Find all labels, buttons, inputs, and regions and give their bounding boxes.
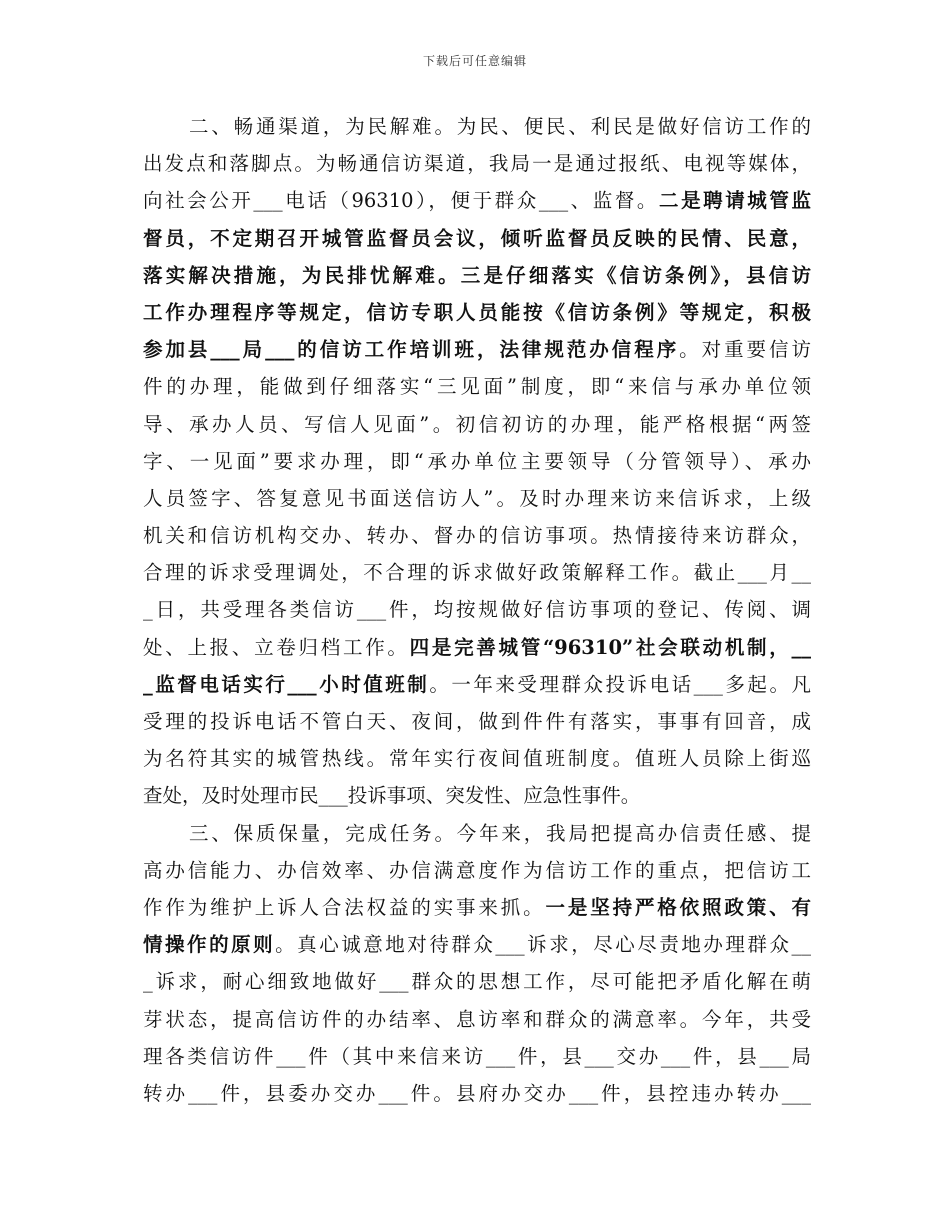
text-line xyxy=(143,852,811,889)
text-segment: 。真心诚意地对待群众___诉求，尽心尽责地办理群众__ xyxy=(275,933,811,957)
bold-text-segment: 督员，不定期召开城管监督员会议，倾听监督员反映的民情、民意， xyxy=(143,226,811,250)
text-line xyxy=(143,629,811,666)
text-segment: 查处，及时处理市民___投诉事项、突发性、应急性事件。 xyxy=(143,784,641,808)
text-line xyxy=(143,406,811,443)
text-line xyxy=(143,517,811,554)
bold-text-segment: 一是坚持严格依照政策、有 xyxy=(545,895,811,919)
text-segment: 芽状态，提高信访件的办结率、息访率和群众的满意率。今年，共受 xyxy=(143,1007,811,1031)
text-line xyxy=(143,182,811,219)
text-line xyxy=(143,815,811,852)
text-segment: 机关和信访机构交办、转办、督办的信访事项。热情接待来访群众， xyxy=(143,524,811,548)
text-line xyxy=(143,331,811,368)
text-line xyxy=(143,703,811,740)
text-line xyxy=(143,554,811,591)
text-segment: 为名符其实的城管热线。常年实行夜间值班制度。值班人员除上街巡 xyxy=(143,747,811,771)
text-line xyxy=(143,926,811,963)
text-line xyxy=(143,220,811,257)
bold-text-segment: 落实解决措施，为民排忧解难。三是仔细落实《信访条例》，县信访 xyxy=(143,263,811,287)
text-segment: 理各类信访件___件（其中来信来访___件，县___交办___件，县___局 xyxy=(143,1044,811,1068)
text-segment: 三、保质保量，完成任务。今年来，我局把提高办信责任感、提 xyxy=(189,821,811,845)
text-line xyxy=(143,108,811,145)
text-segment: 二、畅通渠道，为民解难。为民、便民、利民是做好信访工作的 xyxy=(189,115,811,138)
text-line xyxy=(143,443,811,480)
bold-text-segment: _监督电话实行___小时值班制 xyxy=(143,672,430,696)
bold-text-segment: 工作办理程序等规定，信访专职人员能按《信访条例》等规定，积极 xyxy=(143,300,811,324)
bold-text-segment: 情操作的原则 xyxy=(143,933,276,957)
text-segment: 。对重要信访 xyxy=(679,338,811,362)
text-line xyxy=(143,145,811,182)
text-segment: 字、一见面”要求办理，即“承办单位主要领导（分管领导）、承办 xyxy=(143,449,811,473)
text-line xyxy=(143,257,811,294)
text-line xyxy=(143,740,811,777)
text-segment: 处、上报、立卷归档工作。 xyxy=(143,635,410,659)
text-segment: 合理的诉求受理调处，不合理的诉求做好政策解释工作。截止___月__ xyxy=(143,561,811,585)
text-line xyxy=(143,889,811,926)
text-line xyxy=(143,1001,811,1038)
text-line xyxy=(143,963,811,1000)
text-line xyxy=(143,368,811,405)
text-line xyxy=(143,294,811,331)
text-segment: 高办信能力、办信效率、办信满意度作为信访工作的重点，把信访工 xyxy=(143,858,811,882)
document-body xyxy=(143,108,811,1112)
text-segment: 作作为维护上诉人合法权益的实事来抓。 xyxy=(143,895,546,919)
text-line xyxy=(143,591,811,628)
text-segment: 受理的投诉电话不管白天、夜间，做到件件有落实，事事有回音，成 xyxy=(143,710,811,733)
text-line xyxy=(143,777,811,814)
text-segment: 转办___件，县委办交办___件。县府办交办___件，县控违办转办___ xyxy=(143,1081,811,1105)
bold-text-segment: 四是完善城管“96310”社会联动机制，__ xyxy=(409,635,811,659)
text-segment: _日，共受理各类信访___件，均按规做好信访事项的登记、传阅、调 xyxy=(143,598,811,622)
text-line xyxy=(143,1038,811,1075)
text-line xyxy=(143,480,811,517)
text-segment: 件的办理，能做到仔细落实“三见面”制度，即“来信与承办单位领 xyxy=(143,375,811,399)
text-segment: 向社会公开___电话（96310），便于群众___、监督。 xyxy=(143,189,659,213)
text-segment: 人员签字、答复意见书面送信访人”。及时办理来访来信诉求，上级 xyxy=(143,486,811,510)
text-line xyxy=(143,666,811,703)
text-segment: 导、承办人员、写信人见面”。初信初访的办理，能严格根据“两签 xyxy=(143,412,811,436)
text-segment: 。一年来受理群众投诉电话___多起。凡 xyxy=(429,672,811,696)
text-segment: 出发点和落脚点。为畅通信访渠道，我局一是通过报纸、电视等媒体， xyxy=(143,152,811,176)
bold-text-segment: 二是聘请城管监 xyxy=(658,189,811,213)
page-header: 下载后可任意编辑 xyxy=(422,54,527,68)
bold-text-segment: 参加县___局___的信访工作培训班，法律规范办信程序 xyxy=(143,338,680,362)
text-line xyxy=(143,1075,811,1112)
text-segment: _诉求，耐心细致地做好___群众的思想工作，尽可能把矛盾化解在萌 xyxy=(143,970,811,994)
